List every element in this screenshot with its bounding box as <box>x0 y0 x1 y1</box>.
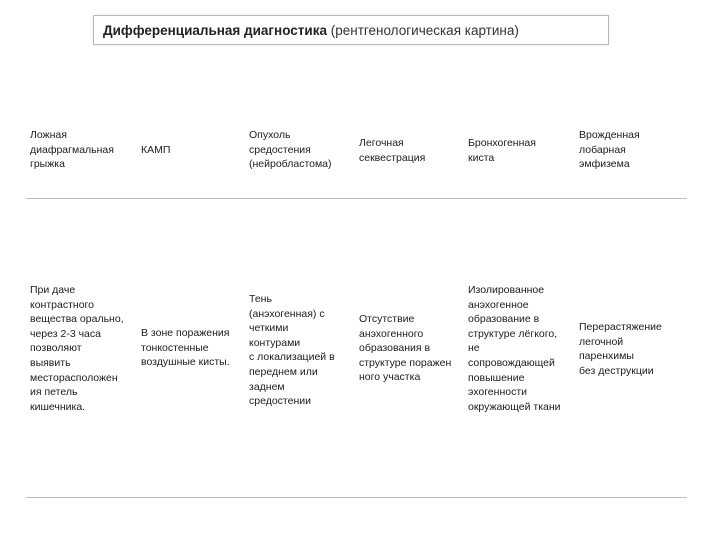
cell-false-hernia: При даче контрастного вещества орально, через 2-3 часа позволяют выявить месторасположен ия петель кишечника. <box>30 284 124 413</box>
cell-kamp: В зоне поражения тонкостенные воздушные кисты. <box>141 327 230 369</box>
cell-bronchogenic-cyst: Изолированное анэхогенное образование в структуре лёгкого, не сопровождающей повышение эхогенности окружающей ткани <box>468 284 561 413</box>
cell-sequestration: Отсутствие анэхогенного образования в структуре поражен ного участка <box>359 313 452 384</box>
title-rest: (рентгенологическая картина) <box>330 22 519 38</box>
header-kamp: КАМП <box>141 144 171 156</box>
header-bronchogenic-cyst: Бронхогенная киста <box>468 137 536 164</box>
page-title <box>93 15 609 45</box>
bottom-divider <box>26 497 687 498</box>
header-tumor: Опухоль средостения (нейробластома) <box>249 129 332 171</box>
cell-tumor: Тень (анэхогенная) с четкими контурами с локализацией в переднем или заднем средостении <box>249 293 335 408</box>
cell-lobar-emphysema: Перерастяжение легочной паренхимы без деструкции <box>579 321 662 377</box>
header-sequestration: Легочная секвестрация <box>359 137 426 164</box>
title-bold: Дифференциальная диагностика <box>103 22 327 38</box>
header-lobar-emphysema: Врожденная лобарная эмфизема <box>579 129 640 171</box>
header-false-hernia: Ложная диафрагмальная грыжка <box>30 129 114 171</box>
header-divider <box>26 198 687 199</box>
